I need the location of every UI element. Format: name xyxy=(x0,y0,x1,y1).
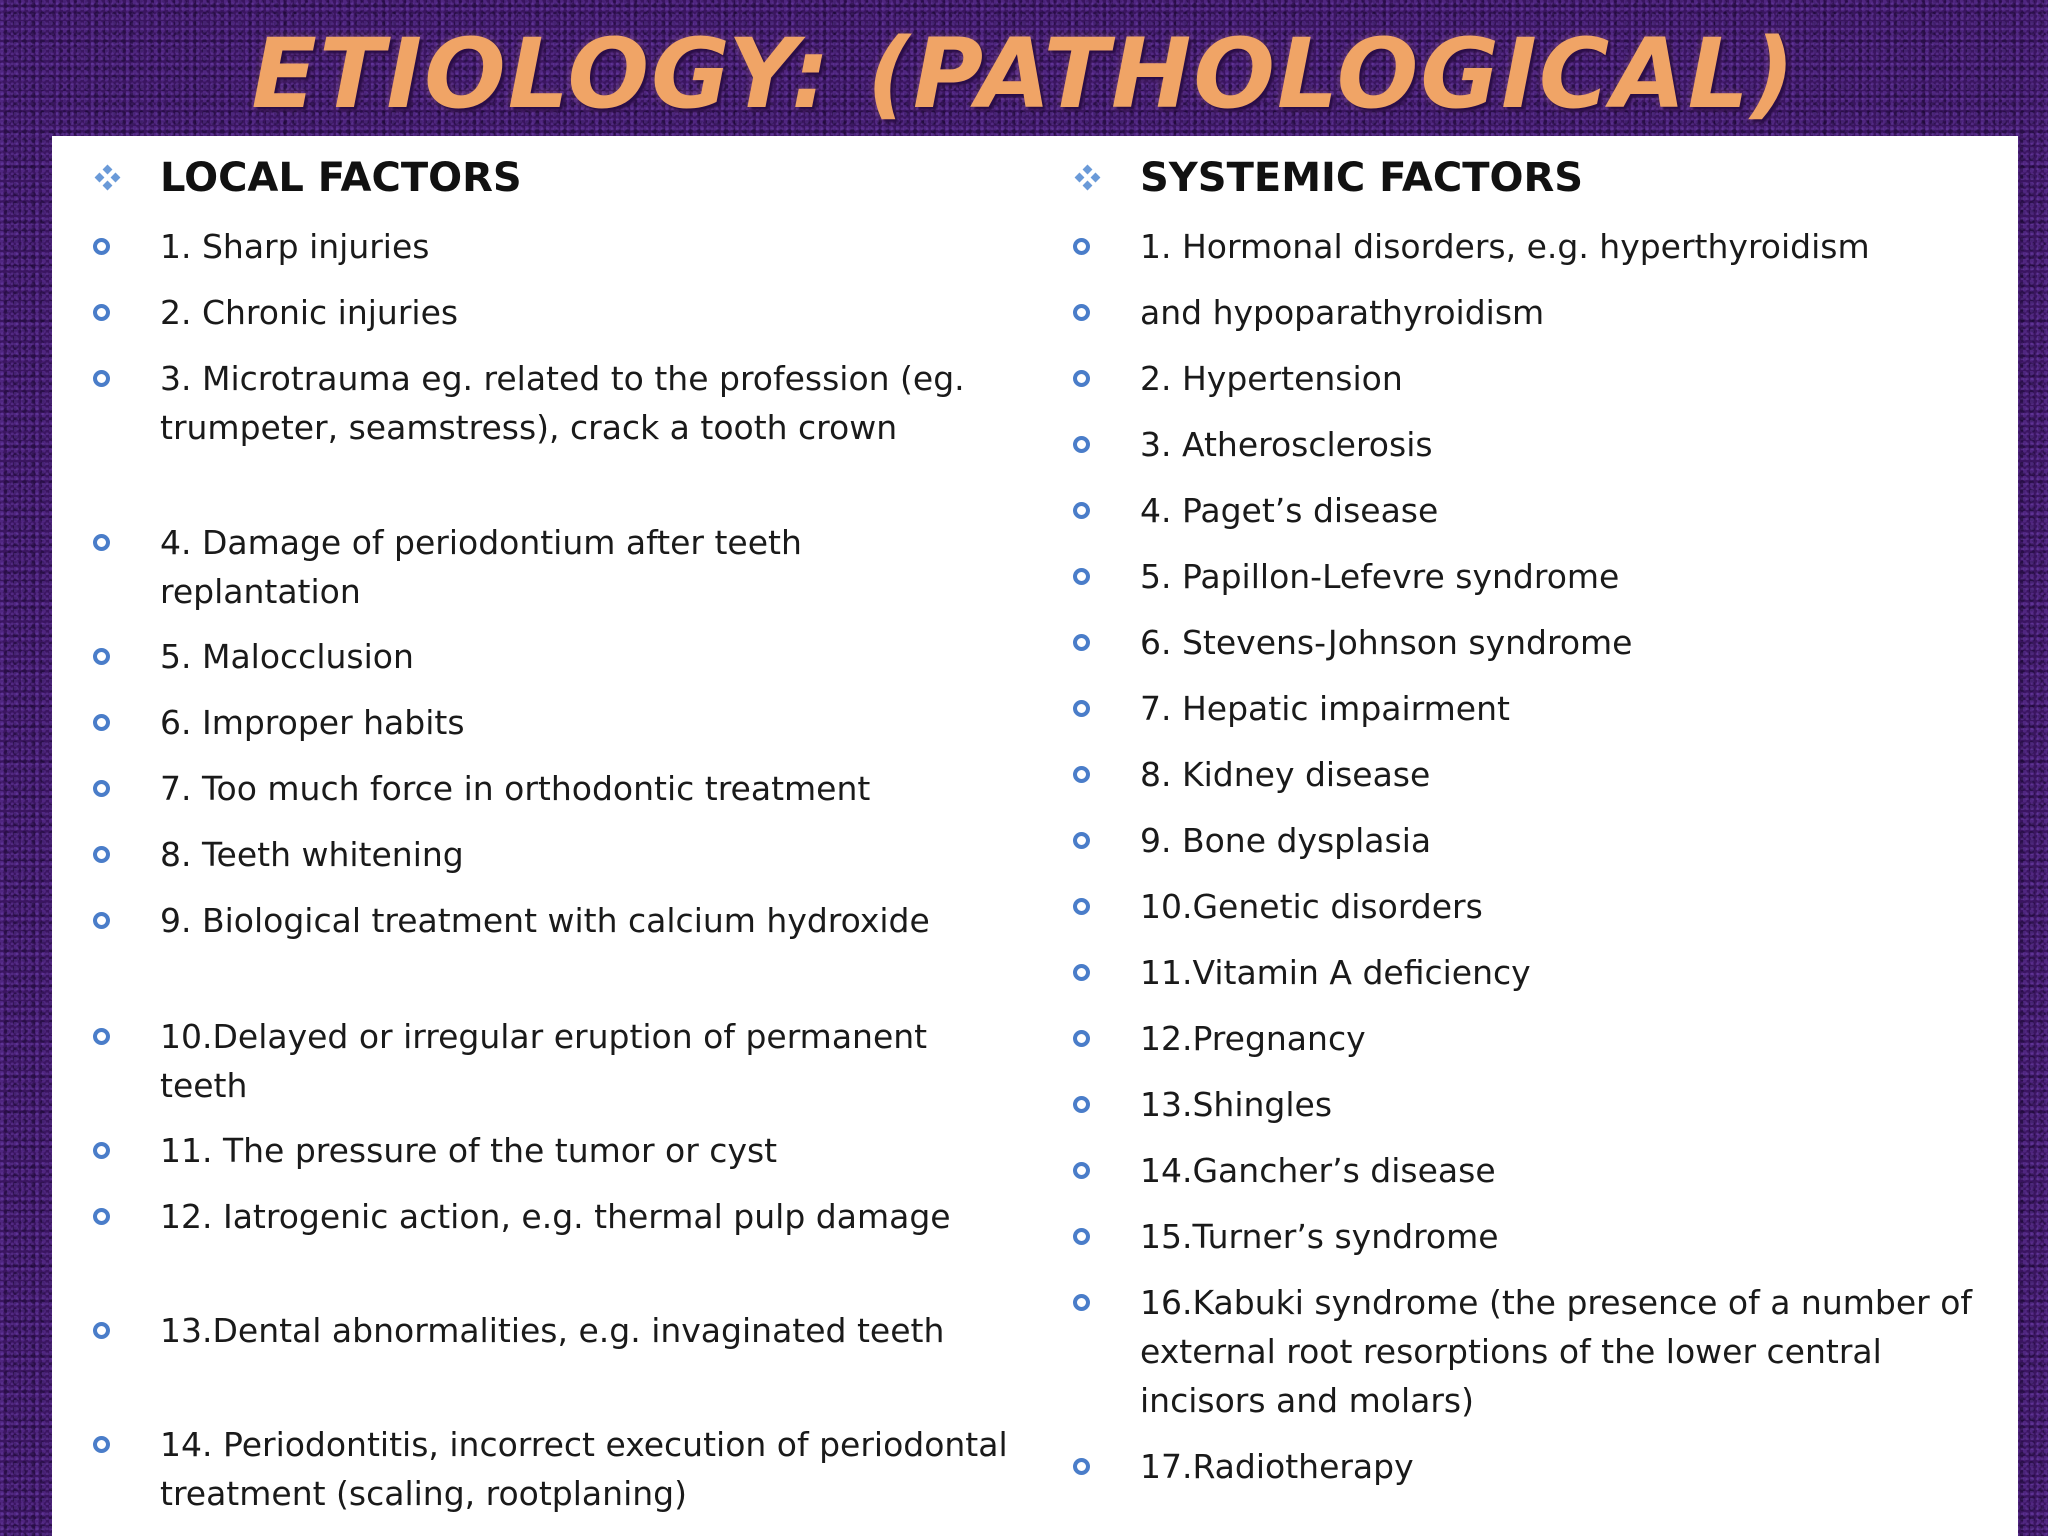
list-item: 8. Kidney disease xyxy=(1140,755,1431,794)
list-item: 4. Damage of periodontium after teeth replantation xyxy=(160,523,802,611)
list-item: 2. Chronic injuries xyxy=(160,293,459,332)
list-item: 3. Microtrauma eg. related to the profession (eg. trumpeter, seamstress), crack a tooth crown xyxy=(160,359,965,447)
content-panel xyxy=(52,136,2018,1536)
diamond-bullet-icon xyxy=(1070,148,1104,208)
ring-bullet-icon xyxy=(93,846,110,863)
ring-bullet-icon xyxy=(1073,238,1090,255)
ring-bullet-icon xyxy=(93,238,110,255)
list-item: 1. Sharp injuries xyxy=(160,227,430,266)
list-item: 6. Stevens-Johnson syndrome xyxy=(1140,623,1633,662)
list-item: 16.Kabuki syndrome (the presence of a number of external root resorptions of the lower central incisors and molars) xyxy=(1140,1283,1973,1420)
ring-bullet-icon xyxy=(93,1142,110,1159)
list-item: 11. The pressure of the tumor or cyst xyxy=(160,1131,778,1170)
list-item: 10.Delayed or irregular eruption of permanent teeth xyxy=(160,1017,928,1105)
ring-bullet-icon xyxy=(1073,898,1090,915)
list-item: 12.Pregnancy xyxy=(1140,1019,1366,1058)
list-item: 13.Dental abnormalities, e.g. invaginated teeth xyxy=(160,1311,945,1350)
diamond-bullet-icon xyxy=(90,148,124,208)
ring-bullet-icon xyxy=(1073,832,1090,849)
ring-bullet-icon xyxy=(1073,634,1090,651)
ring-bullet-icon xyxy=(93,1322,110,1339)
ring-bullet-icon xyxy=(93,714,110,731)
list-item: 17.Radiotherapy xyxy=(1140,1447,1414,1486)
ring-bullet-icon xyxy=(93,780,110,797)
list-item: 14.Gancher’s disease xyxy=(1140,1151,1496,1190)
list-item: 9. Bone dysplasia xyxy=(1140,821,1432,860)
local-factors-heading: LOCAL FACTORS xyxy=(160,155,522,201)
list-item: 5. Malocclusion xyxy=(160,637,414,676)
list-item: 3. Atherosclerosis xyxy=(1140,425,1433,464)
list-item: and hypoparathyroidism xyxy=(1140,293,1545,332)
list-item: 5. Papillon-Lefevre syndrome xyxy=(1140,557,1620,596)
list-item: 10.Genetic disorders xyxy=(1140,887,1483,926)
ring-bullet-icon xyxy=(1073,700,1090,717)
ring-bullet-icon xyxy=(93,534,110,551)
list-item: 12. Iatrogenic action, e.g. thermal pulp damage xyxy=(160,1197,951,1236)
ring-bullet-icon xyxy=(1073,304,1090,321)
list-item: 9. Biological treatment with calcium hydroxide xyxy=(160,901,930,940)
ring-bullet-icon xyxy=(1073,436,1090,453)
ring-bullet-icon xyxy=(93,1028,110,1045)
ring-bullet-icon xyxy=(1073,1294,1090,1311)
list-item: 11.Vitamin A deficiency xyxy=(1140,953,1531,992)
list-item: 1. Hormonal disorders, e.g. hyperthyroidism xyxy=(1140,227,1870,266)
ring-bullet-icon xyxy=(93,912,110,929)
ring-bullet-icon xyxy=(1073,568,1090,585)
ring-bullet-icon xyxy=(1073,1096,1090,1113)
ring-bullet-icon xyxy=(93,370,110,387)
list-item: 15.Turner’s syndrome xyxy=(1140,1217,1499,1256)
list-item: 13.Shingles xyxy=(1140,1085,1333,1124)
ring-bullet-icon xyxy=(93,648,110,665)
ring-bullet-icon xyxy=(1073,964,1090,981)
ring-bullet-icon xyxy=(1073,1458,1090,1475)
ring-bullet-icon xyxy=(93,304,110,321)
ring-bullet-icon xyxy=(1073,1030,1090,1047)
ring-bullet-icon xyxy=(93,1208,110,1225)
ring-bullet-icon xyxy=(1073,766,1090,783)
ring-bullet-icon xyxy=(1073,1228,1090,1245)
list-item: 14. Periodontitis, incorrect execution of periodontal treatment (scaling, rootplaning) xyxy=(160,1425,1008,1513)
slide-title: ETIOLOGY: (PATHOLOGICAL) xyxy=(251,18,1797,130)
list-item: 2. Hypertension xyxy=(1140,359,1403,398)
ring-bullet-icon xyxy=(1073,1162,1090,1179)
systemic-factors-heading: SYSTEMIC FACTORS xyxy=(1140,155,1584,201)
ring-bullet-icon xyxy=(93,1436,110,1453)
ring-bullet-icon xyxy=(1073,502,1090,519)
list-item: 7. Too much force in orthodontic treatment xyxy=(160,769,871,808)
list-item: 8. Teeth whitening xyxy=(160,835,464,874)
list-item: 4. Paget’s disease xyxy=(1140,491,1439,530)
ring-bullet-icon xyxy=(1073,370,1090,387)
list-item: 7. Hepatic impairment xyxy=(1140,689,1510,728)
list-item: 6. Improper habits xyxy=(160,703,465,742)
